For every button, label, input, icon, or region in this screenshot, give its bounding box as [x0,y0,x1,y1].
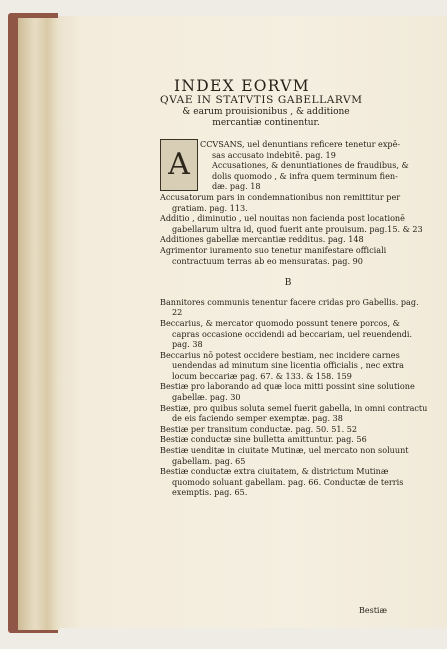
section-b-heading: B [284,278,292,289]
decorated-initial-a [160,139,198,191]
entry-b-9: Bestiæ conductæ extra ciuitatem, & districtum Mutinæ quomodo soluant gabellam. pag. 66. Conductæ de terris exemptis. pag. 65. [160,466,404,498]
initial-letter: A [168,146,190,182]
entry-b-8: Bestiæ uenditæ in ciuitate Mutinæ, uel mercato non soluunt gabellam. pag. 65 [160,445,409,466]
title-line-3: & earum prouisionibus , & additione [182,107,350,117]
index-content [160,78,447,498]
entry-a-2: Additio , diminutio , uel nouitas non facienda post locationē gabellarum ultra id, quod fuerit ante prouisum. pag.15. & 23 [160,213,423,234]
entry-b-5: Bestiæ, pro quibus soluta semel fuerit gabella, in omni contractu de eis faciendo semper exemptæ. pag. 38 [160,402,428,424]
title-line-2: QVAE IN STATVTIS GABELLARVM [160,94,363,106]
entry-b-7: Bestiæ conductæ sine bulletta amittuntur. pag. 56 [160,434,367,445]
entry-a-4: Agrimentor iuramento suo tenetur manifestare officiali contractuum terras ab eo mensuratas. pag. 90 [160,244,387,266]
catchword: Bestiæ [358,606,387,615]
entry-b-1: Bannitores communis tenentur facere cridas pro Gabellis. pag. 22 [160,296,419,318]
entry-accusans: CCVSANS, uel denuntians reficere tenetur expē- sas accusato indebitē. pag. 19 Accusationes, & denuntiationes de fraudibus, & dolis quomodo , & infra quem terminum fien- dæ. pag. 18 [200,139,409,192]
entry-b-2: Beccarius, & mercator quomodo possunt tenere porcos, & capras occasione occidendi ad beccariam, uel reuendendi. pag. 38 [160,317,413,350]
section-a-first [160,139,447,192]
entry-a-1: Accusatorum pars in condemnationibus non remittitur per gratiam. pag. 113. [160,191,401,213]
entry-b-4: Bestiæ pro laborando ad quæ loca mitti possint sine solutione gabellæ. pag. 30 [160,381,415,403]
entry-a-3: Additiones gabellæ mercantiæ redditus. pag. 148 [160,234,364,245]
title-line-1: INDEX EORVM [174,77,310,95]
entry-b-6: Bestiæ per transitum conductæ. pag. 50. 51. 52 [160,423,358,434]
title-line-4: mercantiæ continentur. [212,118,320,128]
entries-list [160,139,447,498]
page-edges [18,18,60,630]
entry-b-3: Beccarius nō potest occidere bestiam, nec incidere carnes uendendas ad minutum sine licentia officialis , nec extra locum beccariæ pag. 67. & 133. & 158. 159 [160,349,404,381]
